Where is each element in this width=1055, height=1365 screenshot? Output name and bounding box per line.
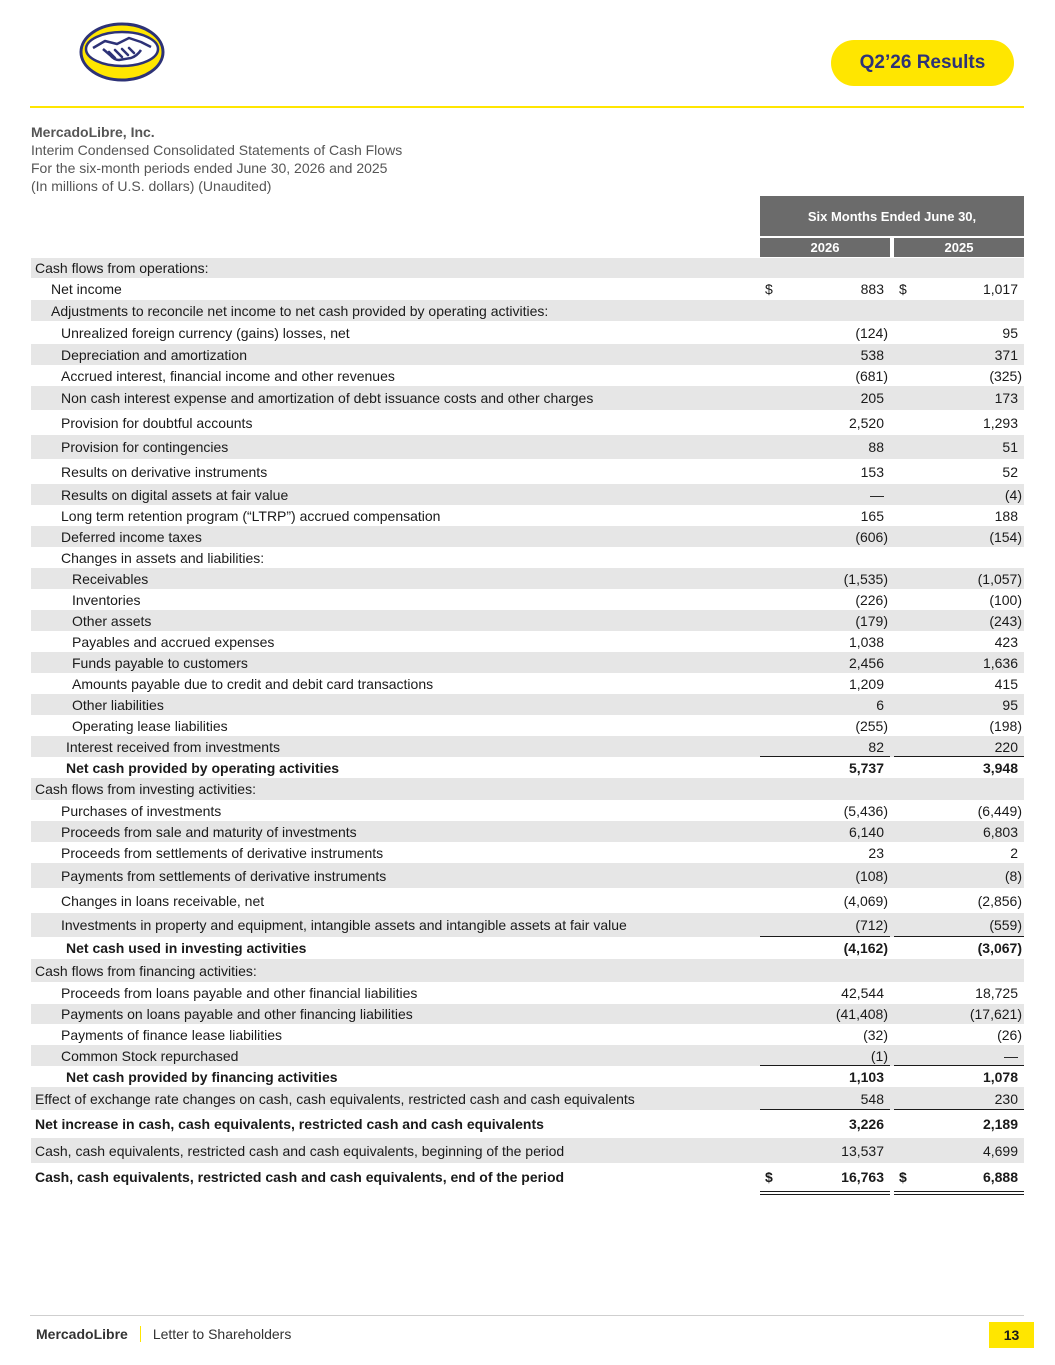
value-2025: (325) [989,367,1022,384]
value-2025: — [1004,1047,1018,1064]
value-2026: 1,209 [848,675,884,692]
row-label: Other assets [72,612,152,629]
value-2025: 52 [1002,463,1018,480]
value-2026: 6,140 [848,823,884,840]
value-2025: 230 [994,1090,1018,1107]
table-row [31,778,1024,800]
row-label: Interest received from investments [66,738,280,755]
value-2026: (124) [855,324,888,341]
row-label: Payments on loans payable and other financing liabilities [61,1006,413,1022]
row-label: Cash flows from operations: [35,260,209,276]
value-2025: (2,856) [977,892,1022,909]
table-row [31,652,1024,673]
footer-text: Letter to Shareholders [152,1326,292,1342]
value-2026: 6 [876,696,884,713]
table-row [31,842,1024,863]
table-row [31,1163,1024,1191]
row-label: Proceeds from sale and maturity of investments [61,823,357,840]
value-2026: 538 [860,346,884,363]
cash-flow-table [31,258,1024,1191]
table-row [31,694,1024,715]
value-2025: 51 [1002,439,1018,455]
quarter-results-badge: Q2’26 Results [831,40,1014,86]
table-row [31,300,1024,321]
value-2025: (8) [1004,867,1022,884]
currency-symbol-2025: $ [899,1169,907,1185]
page-number: 13 [989,1322,1034,1348]
value-2026: (681) [855,367,888,384]
row-label: Payables and accrued expenses [72,633,275,650]
row-label: Common Stock repurchased [61,1047,239,1064]
row-label: Investments in property and equipment, intangible assets and intangible assets at fair value [61,917,627,933]
value-2025: 173 [994,390,1018,406]
table-row [31,278,1024,300]
table-row [31,1138,1024,1163]
value-2026: (32) [863,1026,888,1043]
row-label: Purchases of investments [61,802,222,819]
table-row [31,913,1024,937]
row-label: Cash, cash equivalents, restricted cash and cash equivalents, beginning of the period [35,1142,565,1159]
row-label: Unrealized foreign currency (gains) losses, net [61,324,350,341]
value-2025: 188 [994,507,1018,524]
table-row [31,715,1024,736]
total-double-underline [760,1191,890,1195]
mercadolibre-handshake-icon [79,22,165,82]
value-2026: 2,520 [848,414,884,431]
table-row [31,959,1024,982]
value-2026: (4,162) [843,940,888,956]
value-2025: (1,057) [977,570,1022,587]
value-2025: 1,636 [982,654,1018,671]
value-2026: (41,408) [835,1006,888,1022]
row-label: Non cash interest expense and amortization of debt issuance costs and other charges [61,390,594,406]
value-2026: 165 [860,507,884,524]
value-2025: 220 [994,738,1018,755]
value-2025: (243) [989,612,1022,629]
table-row [31,937,1024,959]
footer-divider [30,1315,1024,1316]
value-2026: — [870,486,884,503]
table-row [31,1045,1024,1066]
value-2025: (4) [1004,486,1022,503]
row-label: Net cash used in investing activities [66,940,307,956]
row-label: Net increase in cash, cash equivalents, restricted cash and cash equivalents [35,1116,544,1132]
table-row [31,484,1024,505]
row-label: Inventories [72,591,141,608]
value-2026: 2,456 [848,654,884,671]
table-row [31,344,1024,365]
value-2026: (606) [855,528,888,545]
row-label: Cash flows from investing activities: [35,781,256,797]
table-row [31,1066,1024,1087]
value-2026: 82 [868,738,884,755]
table-row [31,1110,1024,1138]
table-row [31,888,1024,913]
row-label: Payments from settlements of derivative instruments [61,867,387,884]
row-label: Net cash provided by financing activities [66,1068,338,1085]
table-row [31,1024,1024,1045]
row-label: Adjustments to reconcile net income to net cash provided by operating activities: [51,302,549,319]
row-label: Changes in assets and liabilities: [61,549,265,566]
value-2026: 1,103 [848,1068,884,1085]
row-label: Provision for contingencies [61,439,229,455]
table-row [31,321,1024,344]
value-2026: 1,038 [848,633,884,650]
value-2025: 6,888 [982,1169,1018,1185]
row-label: Accrued interest, financial income and other revenues [61,367,395,384]
header-divider [30,106,1024,108]
total-double-underline [894,1191,1024,1195]
row-label: Amounts payable due to credit and debit card transactions [72,675,434,692]
value-2025: (100) [989,591,1022,608]
table-row [31,459,1024,484]
value-2026: 548 [860,1090,884,1107]
value-2025: 1,078 [982,1068,1018,1085]
value-2025: 95 [1002,324,1018,341]
row-label: Proceeds from loans payable and other financial liabilities [61,985,418,1001]
footer [36,1326,291,1342]
table-row [31,821,1024,842]
statement-period: For the six-month periods ended June 30, 2026 and 2025 [31,160,388,176]
year-column-2025: 2025 [894,238,1024,257]
period-column-header: Six Months Ended June 30, [760,196,1024,236]
value-2026: (1,535) [843,570,888,587]
value-2026: 205 [860,390,884,406]
value-2026: 3,226 [848,1116,884,1132]
row-label: Deferred income taxes [61,528,202,545]
row-label: Funds payable to customers [72,654,248,671]
value-2025: 4,699 [982,1142,1018,1159]
footer-separator [140,1326,141,1342]
row-label: Payments of finance lease liabilities [61,1026,283,1043]
table-row [31,568,1024,589]
table-row [31,547,1024,568]
value-2026: (179) [855,612,888,629]
value-2025: (154) [989,528,1022,545]
table-row [31,410,1024,435]
row-label: Provision for doubtful accounts [61,414,253,431]
row-label: Depreciation and amortization [61,346,247,363]
row-label: Receivables [72,570,149,587]
value-2026: 883 [860,281,884,297]
table-row [31,757,1024,778]
table-row [31,673,1024,694]
statement-title: Interim Condensed Consolidated Statements of Cash Flows [31,142,403,158]
table-row [31,589,1024,610]
table-row [31,505,1024,526]
row-label: Net cash provided by operating activities [66,759,340,776]
value-2026: (1) [870,1047,888,1064]
row-label: Other liabilities [72,696,164,713]
row-label: Effect of exchange rate changes on cash, cash equivalents, restricted cash and cash equivalents [35,1090,635,1107]
value-2025: 3,948 [982,759,1018,776]
table-row [31,800,1024,821]
value-2025: 2 [1010,844,1018,861]
value-2026: (226) [855,591,888,608]
value-2025: (6,449) [977,802,1022,819]
value-2025: 95 [1002,696,1018,713]
value-2026: 23 [868,844,884,861]
value-2025: 18,725 [975,985,1018,1001]
value-2025: 415 [994,675,1018,692]
row-label: Long term retention program (“LTRP”) accrued compensation [61,507,441,524]
table-row [31,1087,1024,1110]
table-row [31,386,1024,410]
value-2025: 1,017 [982,281,1018,297]
value-2025: 1,293 [982,414,1018,431]
row-label: Results on digital assets at fair value [61,486,289,503]
table-row [31,435,1024,459]
footer-brand: MercadoLibre [36,1326,128,1342]
value-2025: (198) [989,717,1022,734]
row-label: Net income [51,281,122,297]
row-label: Changes in loans receivable, net [61,892,265,909]
value-2025: 2,189 [982,1116,1018,1132]
table-row [31,736,1024,757]
row-label: Proceeds from settlements of derivative instruments [61,844,384,861]
value-2025: 6,803 [982,823,1018,840]
currency-symbol-2026: $ [765,1169,773,1185]
table-row [31,631,1024,652]
currency-symbol-2025: $ [899,281,907,297]
statement-units: (In millions of U.S. dollars) (Unaudited) [31,178,272,194]
table-row [31,982,1024,1004]
table-row [31,863,1024,888]
value-2026: (255) [855,717,888,734]
table-row [31,610,1024,631]
value-2026: 153 [860,463,884,480]
value-2026: (108) [855,867,888,884]
value-2026: (5,436) [843,802,888,819]
row-label: Cash, cash equivalents, restricted cash and cash equivalents, end of the period [35,1169,565,1185]
statement-title-block [31,123,402,195]
row-label: Operating lease liabilities [72,717,228,734]
value-2026: (4,069) [843,892,888,909]
value-2025: (26) [997,1026,1022,1043]
value-2026: 42,544 [841,985,884,1001]
value-2026: 13,537 [841,1142,884,1159]
currency-symbol-2026: $ [765,281,773,297]
value-2025: 423 [994,633,1018,650]
value-2026: (712) [855,917,888,933]
value-2026: 16,763 [841,1169,884,1185]
value-2025: (17,621) [969,1006,1022,1022]
value-2025: 371 [994,346,1018,363]
row-label: Cash flows from financing activities: [35,962,257,979]
row-label: Results on derivative instruments [61,463,268,480]
value-2025: (559) [989,917,1022,933]
company-name: MercadoLibre, Inc. [31,124,155,140]
value-2025: (3,067) [977,940,1022,956]
table-row [31,365,1024,386]
table-row [31,258,1024,278]
value-2026: 5,737 [848,759,884,776]
table-row [31,526,1024,547]
table-row [31,1004,1024,1024]
year-column-2026: 2026 [760,238,890,257]
value-2026: 88 [868,439,884,455]
